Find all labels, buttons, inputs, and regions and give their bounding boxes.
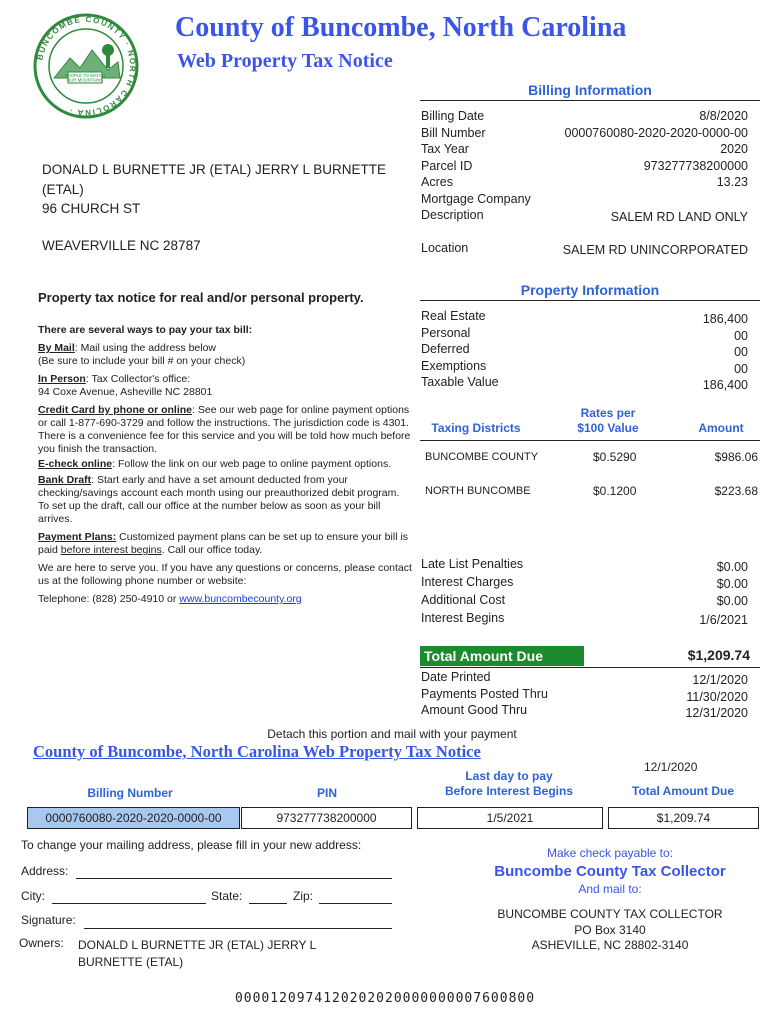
- property-heading: Property Information: [520, 282, 660, 298]
- in-person-label: In Person: [38, 373, 86, 385]
- collector-name: Buncombe County Tax Collector: [494, 863, 726, 880]
- contact-text: We are here to serve you. If you have any questions or concerns, please contact us at the following phone number or website:: [38, 562, 412, 587]
- payment-plans-text: Payment Plans: Customized payment plans can be set up to ensure your bill is paid before interest begins. Call our office today.: [38, 531, 409, 556]
- col-header-districts: Taxing Districts: [431, 421, 521, 435]
- stub-pin: 973277738200000: [241, 807, 412, 829]
- page-title: County of Buncombe, North Carolina: [175, 12, 627, 43]
- billing-row: Mortgage Company: [421, 191, 531, 206]
- state-label: State:: [211, 889, 243, 903]
- by-mail-label: By Mail: [38, 342, 75, 354]
- by-mail-text: By Mail: Mail using the address below: [38, 342, 217, 354]
- zip-label: Zip:: [293, 889, 314, 903]
- billing-heading: Billing Information: [528, 82, 652, 98]
- svg-text:PEOPLE TO MATCH: PEOPLE TO MATCH: [64, 73, 106, 78]
- zip-field[interactable]: [319, 903, 392, 904]
- total-amount-label: Total Amount Due: [420, 646, 584, 666]
- billing-location-row: Location SALEM RD UNINCORPORATED: [421, 241, 748, 257]
- county-seal-icon: [32, 12, 140, 120]
- fee-row: Late List Penalties $0.00: [421, 557, 748, 574]
- billing-info-list: [421, 108, 748, 257]
- billing-row: Billing Date 8/8/2020: [421, 109, 748, 123]
- fees-list: [421, 555, 748, 627]
- property-row: Taxable Value 186,400: [421, 375, 748, 392]
- state-field[interactable]: [249, 903, 287, 904]
- owner-line-4: WEAVERVILLE NC 28787: [42, 237, 201, 253]
- payment-instructions: There are several ways to pay your tax bill: By Mail: Mail using the address below (Be sure to include your bill # on your check) In Person: Tax Collector's office: 94 Coxe Avenue, Asheville NC 28801 Credit Card by phone or online: See our web page for online payment options or call 1-877-690-3729 and follow the instructions. The jurisdiction code is 4301. There is a convenience fee for this service and you will be told how much before you finish the transaction. E-check online: Follow the link on our web page to online payment options. Bank Draft: Start early and have a set amount deducted from your checking/savings account each month using our preauthorized debit program. To set up the draft, call our office at the number below as soon as your bill arrives. Payment Plans: Customized payment plans can be set up to ensure your bill is paid before interest begins. Call our office today. We are here to serve you. If you have any questions or concerns, please contact us at the following phone number or website: Telephone: (828) 250-4910 or www.buncombecounty.org: [38, 324, 412, 605]
- owners-label: Owners:: [19, 936, 64, 950]
- billing-row: Acres 13.23: [421, 175, 748, 189]
- stub-total: $1,209.74: [608, 807, 759, 829]
- bank-draft-label: Bank Draft: [38, 474, 92, 486]
- property-values: [421, 308, 748, 391]
- owner-line-3: 96 CHURCH ST: [42, 201, 141, 216]
- date-row: Date Printed 12/1/2020: [421, 670, 748, 687]
- stub-col-total: Total Amount Due: [632, 784, 734, 798]
- notice-heading: Property tax notice for real and/or personal property.: [38, 290, 364, 305]
- col-header-rates: Rates per $100 Value: [577, 406, 639, 435]
- total-amount-value: $1,209.74: [687, 647, 750, 663]
- property-row: Exemptions 00: [421, 358, 748, 376]
- stub-col-billing: Billing Number: [87, 786, 173, 800]
- ocr-scanline: 0000120974120202020000000007600800: [234, 991, 536, 1006]
- fee-row: Interest Charges $0.00: [421, 575, 748, 591]
- owner-line-2: (ETAL): [42, 181, 84, 197]
- instructions-intro: There are several ways to pay your tax bill:: [38, 324, 253, 336]
- bank-draft-text: Bank Draft: Start early and have a set amount deducted from your checking/savings account each month using our preauthorized debit program. To set up the draft, call our office at the number below as soon as your bill arrives.: [38, 474, 400, 525]
- districts-divider: [420, 440, 760, 441]
- phone-text: Telephone: (828) 250-4910 or www.buncombecounty.org: [38, 593, 302, 605]
- date-row: Payments Posted Thru 11/30/2020: [421, 686, 748, 704]
- fee-row: Additional Cost $0.00: [421, 593, 748, 608]
- mail-to-text: And mail to:: [578, 882, 642, 896]
- date-list: [421, 669, 748, 719]
- in-person-text: In Person: Tax Collector's office:: [38, 373, 191, 385]
- payable-block: [470, 846, 750, 954]
- stub-last-day: 1/5/2021: [417, 807, 603, 829]
- echeck-label: E-check online: [38, 458, 113, 470]
- property-row: Personal 00: [421, 325, 748, 343]
- owner-address: [42, 160, 412, 255]
- stub-col-lastday: Last day to pay Before Interest Begins: [444, 769, 574, 798]
- address-field[interactable]: [76, 878, 392, 879]
- stub-title: County of Buncombe, North Carolina Web Property Tax Notice: [33, 742, 481, 761]
- echeck-text: E-check online: Follow the link on our web page to online payment options.: [38, 458, 392, 470]
- property-row: Real Estate 186,400: [421, 309, 748, 326]
- taxing-districts-table: Taxing Districts Rates per $100 Value Amount BUNCOMBE COUNTY $0.5290 $986.06 NORTH BUNCOMBE $0.1200 $223.68: [420, 404, 760, 508]
- credit-card-label: Credit Card by phone or online: [38, 404, 193, 416]
- billing-row: Description SALEM RD LAND ONLY: [421, 208, 748, 224]
- billing-row: Tax Year 2020: [421, 142, 748, 156]
- payment-plans-label: Payment Plans:: [38, 531, 117, 543]
- fee-row: Interest Begins 1/6/2021: [421, 611, 748, 627]
- total-divider: [420, 667, 760, 668]
- svg-text:BUNCOMBE COUNTY · NORTH CAROLI: BUNCOMBE COUNTY · NORTH CAROLINA ·: [35, 14, 138, 118]
- billing-divider: [420, 100, 760, 101]
- mail-address: BUNCOMBE COUNTY TAX COLLECTOR PO Box 3140 ASHEVILLE, NC 28802-3140: [497, 907, 723, 952]
- payable-to-text: Make check payable to:: [546, 846, 674, 860]
- owners-names: DONALD L BURNETTE JR (ETAL) JERRY L BURNETTE (ETAL): [78, 938, 317, 969]
- date-row: Amount Good Thru 12/31/2020: [421, 703, 748, 720]
- svg-text:OUR MOUNTAINS: OUR MOUNTAINS: [66, 77, 104, 83]
- stub-billing-number: 0000760080-2020-2020-0000-00: [27, 807, 240, 829]
- city-label: City:: [21, 889, 45, 903]
- city-field[interactable]: [52, 903, 206, 904]
- change-address-text: To change your mailing address, please fill in your new address:: [21, 838, 362, 852]
- signature-field[interactable]: [84, 928, 392, 929]
- col-header-amount: Amount: [698, 421, 744, 435]
- credit-card-text: Credit Card by phone or online: See our web page for online payment options or call 1-877-690-3729 and follow the instructions. The jurisdiction code is 4301. There is a convenience fee for this service and you will be told how much before you finish the transaction.: [38, 404, 411, 455]
- detach-notice: Detach this portion and mail with your payment: [267, 727, 517, 741]
- website-link[interactable]: www.buncombecounty.org: [179, 593, 302, 605]
- property-divider: [420, 300, 760, 301]
- signature-label: Signature:: [21, 913, 76, 927]
- billing-row: Parcel ID 973277738200000: [421, 158, 748, 173]
- stub-date: 12/1/2020: [644, 760, 698, 774]
- address-label: Address:: [21, 864, 69, 878]
- property-row: Deferred 00: [421, 342, 748, 359]
- stub-col-pin: PIN: [316, 786, 337, 800]
- owner-line-1: DONALD L BURNETTE JR (ETAL) JERRY L BURNETTE: [42, 162, 387, 177]
- page-subtitle: Web Property Tax Notice: [177, 50, 393, 72]
- billing-row: Bill Number 0000760080-2020-2020-0000-00: [421, 125, 748, 140]
